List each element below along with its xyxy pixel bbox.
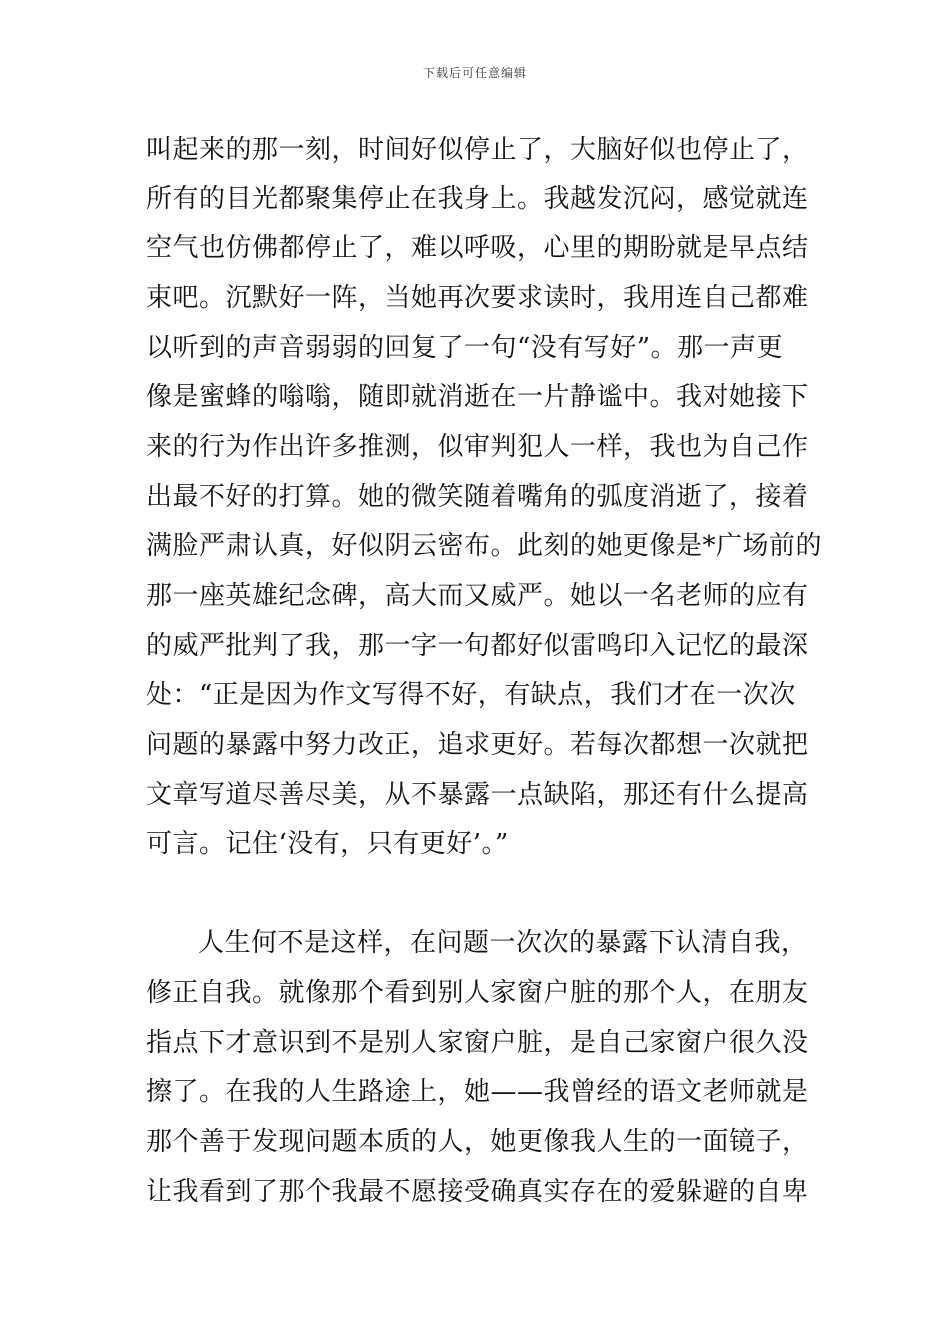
text-line: 空气也仿佛都停止了，难以呼吸，心里的期盼就是早点结: [146, 233, 809, 263]
text-line: 问题的暴露中努力改正，追求更好。若每次都想一次就把: [146, 730, 809, 760]
text-line: 人生何不是这样，在问题一次次的暴露下认清自我，: [198, 928, 808, 958]
text-line: 像是蜜蜂的嗡嗡，随即就消逝在一片静谧中。我对她接下: [146, 382, 809, 412]
text-line: 来的行为作出许多推测，似审判犯人一样，我也为自己作: [146, 432, 809, 462]
text-line: 的威严批判了我，那一字一句都好似雷鸣印入记忆的最深: [146, 631, 809, 661]
text-line: 束吧。沉默好一阵，当她再次要求读时，我用连自己都难: [146, 283, 809, 313]
text-line: 擦了。在我的人生路途上，她——我曾经的语文老师就是: [146, 1077, 809, 1107]
text-line: 处：“正是因为作文写得不好，有缺点，我们才在一次次: [146, 680, 796, 710]
text-line: 指点下才意识到不是别人家窗户脏，是自己家窗户很久没: [146, 1028, 809, 1058]
text-line: 所有的目光都聚集停止在我身上。我越发沉闷，感觉就连: [146, 184, 809, 214]
text-line: 满脸严肃认真，好似阴云密布。此刻的她更像是*广场前的: [146, 531, 823, 561]
text-line: 以听到的声音弱弱的回复了一句“没有写好”。那一声更: [146, 333, 784, 363]
text-line: 出最不好的打算。她的微笑随着嘴角的弧度消逝了，接着: [146, 482, 809, 512]
text-line: 那个善于发现问题本质的人，她更像我人生的一面镜子，: [146, 1127, 809, 1157]
text-line: 可言。记住‘没有，只有更好’。”: [146, 829, 509, 859]
text-line: 那一座英雄纪念碑，高大而又威严。她以一名老师的应有: [146, 581, 809, 611]
text-line: 叫起来的那一刻，时间好似停止了，大脑好似也停止了，: [146, 135, 809, 165]
text-line: 修正自我。就像那个看到别人家窗户脏的那个人，在朋友: [146, 978, 809, 1008]
text-line: 文章写道尽善尽美，从不暴露一点缺陷，那还有什么提高: [146, 780, 809, 810]
text-line: 让我看到了那个我最不愿接受确真实存在的爱躲避的自卑: [146, 1177, 809, 1207]
page-header: 下载后可任意编辑: [422, 66, 527, 80]
